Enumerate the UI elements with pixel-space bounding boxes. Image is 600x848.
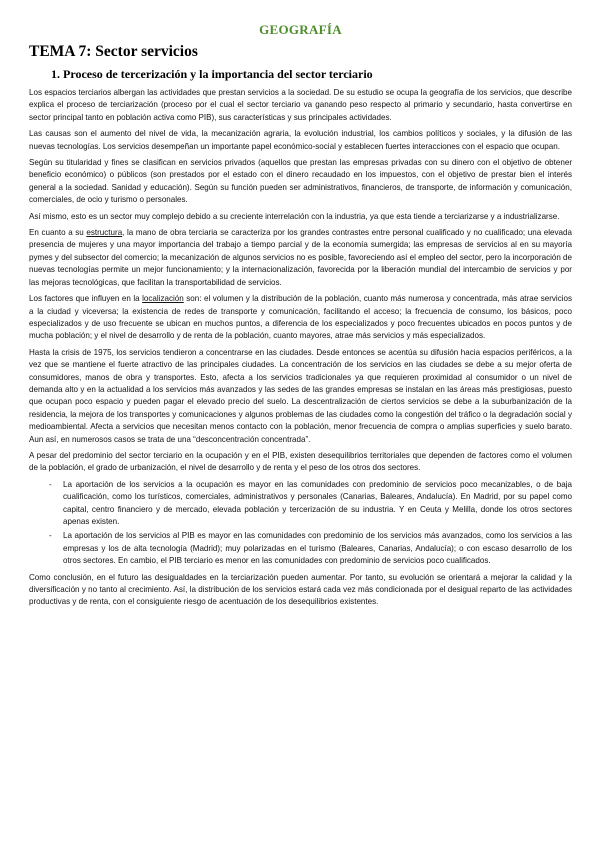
list-item — [29, 479, 572, 529]
structure-text-after: , la mano de obra terciaria se caracteriza por los grandes contrastes entre personal cualificado y no cualificado; una elevada presencia de mujeres y una mayor importancia del trabajo a tiempo parcial y de la economía sumergida; las empresas de servicios al en su mayoría pymes y del subsector del comercio; la mecanización de algunos servicios no es posible, favoreciendo así el empleo del sector, pero la incorporación de nuevas tecnologías permite un mejor funcionamiento; y la internacionalización, favorecida por la liberación mundial del intercambio de servicios y por las mejoras tecnológicas, que facilitan la transportabilidad de servicios. — [29, 228, 573, 287]
paragraph-causes: Las causas son el aumento del nivel de vida, la mecanización agraria, la evolución industrial, los cambios políticos y sociales, y la difusión de las nuevas tecnologías. Los servicios desempeñan un importante papel económico-social y establecen fuertes interacciones con el espacio que ocupan. — [29, 129, 572, 151]
subject-header: GEOGRAFÍA — [259, 22, 342, 37]
location-underlined-term: localización — [142, 294, 184, 304]
list-item — [29, 530, 572, 567]
page-title: TEMA 7: Sector servicios — [29, 43, 198, 60]
location-text-before: Los factores que influyen en la — [29, 294, 143, 304]
structure-text-before: En cuanto a su — [29, 228, 87, 238]
paragraph-crisis: Hasta la crisis de 1975, los servicios tendieron a concentrarse en las ciudades. Desde entonces se acentúa su difusión hacia espacios periféricos, a la vez que se mantiene el fuerte atractivo de las principales ciudades. La concentración de los servicios en las ciudades se debe a su mejor oferta de consumidores, manos de obra y transportes. Esto, afecta a los servicios tradicionales ya que requieren proximidad al consumidor o un nivel de demanda alto y en la actualidad a los servicios más avanzados y las sedes de las grandes empresas se instalan en las áreas más prestigiosas, puesto que ocupan poco espacio y pueden pagar el elevado precio del suelo. La descentralización de ciertos servicios se debe a la suburbanización de la residencia, la mejora de los transportes y comunicaciones y algunos problemas de las ciudades como la congestión del tráfico o la degradación social y medioambiental. Afecta a servicios que necesitan menos contacto con la población, menor frecuencia de compra o amplias superficies y suelo barato. Aun así, en numerosos casos se trata de una “desconcentración concentrada”. — [29, 347, 572, 444]
section-heading: 1. Proceso de tercerización y la importancia del sector terciario — [51, 67, 373, 81]
paragraph-imbalances: A pesar del predominio del sector terciario en la ocupación y en el PIB, existen desequilibrios territoriales que dependen de factores como el volumen de la población, el grado de urbanización, el nivel de desarrollo y de renta y el peso de los otros dos sectores. — [29, 450, 572, 473]
paragraph-complexity: Así mismo, esto es un sector muy complejo debido a su creciente interrelación con la industria, ya que esta tiende a terciarizarse y a industrializarse. — [29, 211, 560, 221]
document-body — [29, 87, 572, 613]
list-item-text: La aportación de los servicios a la ocupación es mayor en las comunidades con predominio de servicios poco mecanizables, o de baja cualificación, como los turísticos, comerciales, administrativos y personales (Canarias, Baleares, Andalucía). En Madrid, por su papel como capital, centro financiero y de mercado, elevada población y tercerización de su industria. Y en Ceuta y Melilla, donde los otros sectores apenas existen. — [63, 479, 572, 526]
paragraph-conclusion: Como conclusión, en el futuro las desigualdades en la terciarización pueden aumentar. Por tanto, su evolución se orientará a mejorar la calidad y la diversificación y no tanto al crecimiento. Así, la distribución de los servicios estará cada vez más condicionada por el desigual reparto de las actividades productivas y de renta, con el consiguiente riesgo de acentuación de los desequilibrios existentes. — [29, 572, 572, 607]
structure-underlined-term: estructura — [86, 228, 123, 238]
paragraph-structure — [29, 227, 572, 289]
bullet-dash: - — [49, 479, 52, 489]
bullet-dash: - — [49, 531, 52, 541]
bullet-list — [29, 479, 572, 568]
list-item-text: La aportación de los servicios al PIB es mayor en las comunidades con predominio de los servicios más avanzados, como los servicios a las empresas y los de alta tecnología (Madrid); muy polarizadas en el turismo (Baleares, Canarias, Andalucía); o con escaso desarrollo de los otros sectores. En cambio, el PIB terciario es menor en las comunidades con predominio de servicios poco cualificados. — [63, 531, 572, 566]
location-text-after: son: el volumen y la distribución de la población, cuanto más numerosa y concentrada, más atrae servicios a la ciudad y viceversa; la existencia de redes de transporte y comunicación, facilitando el acceso; la frecuencia de consumo, los básicos, poco especializados y de uso frecuente se ubican en muchos puntos, a diferencia de los especializados y poco frecuentes ubicados en pocos puntos y de mucha población; y el nivel de desarrollo y de renta de la población, cuanto mayores, atrae más servicios y más especializados. — [29, 294, 573, 341]
paragraph-location — [29, 293, 572, 343]
paragraph-intro: Los espacios terciarios albergan las actividades que prestan servicios a la sociedad. De su estudio se ocupa la geografía de los servicios, que describe explica el proceso de terciarización (proceso por el cual el sector terciario va ganando peso respecto al primario y secundario, hasta convertirse en sector principal tanto en población activa como PIB), sus características y sus principales actividades. — [29, 88, 572, 122]
paragraph-classification: Según su titularidad y fines se clasifican en servicios privados (aquellos que prestan las empresas privadas con su dinero con el objetivo de obtener beneficio económico) o públicos (son prestados por el estado con el dinero recaudado en los impuestos, con el objetivo de prestar bien el interés general a la sociedad. Sanidad y educación). Según su función pueden ser administrativos, financieros, de transporte, de información y comunicación, comerciales, de ocio y turismo o personales. — [29, 158, 572, 205]
